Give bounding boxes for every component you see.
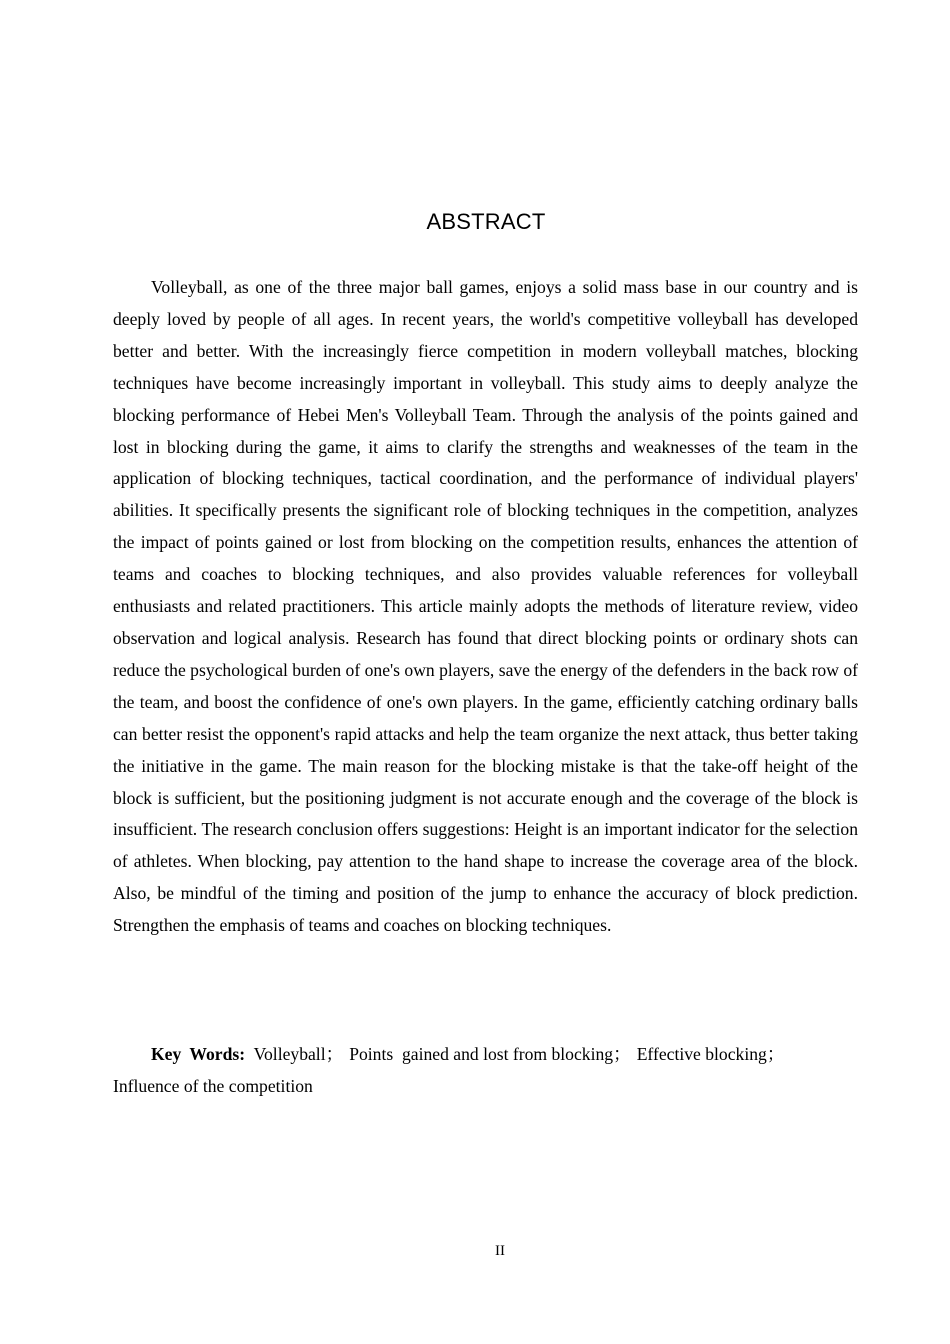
keyword-item: Points gained and lost from blocking <box>349 1044 614 1064</box>
page-number: II <box>495 1243 505 1259</box>
keyword-separator: ； <box>325 1044 344 1064</box>
keyword-item: Effective blocking <box>636 1044 767 1064</box>
keywords-label: Key Words: <box>151 1044 246 1064</box>
keyword-item: Volleyball <box>253 1044 326 1064</box>
keyword-separator: ； <box>766 1044 785 1064</box>
abstract-body-paragraph: Volleyball, as one of the three major ball games, enjoys a solid mass base in our country and is deeply loved by people of all ages. In recent years, the world's competitive volleyball has developed better and better. With the increasingly fierce competition in modern volleyball matches, blocking techniques have become increasingly important in volleyball. This study aims to deeply analyze the blocking performance of Hebei Men's Volleyball Team. Through the analysis of the points gained and lost in blocking during the game, it aims to clarify the strengths and weaknesses of the team in the application of blocking techniques, tactical coordination, and the performance of individual players' abilities. It specifically presents the significant role of blocking techniques in the competition, analyzes the impact of points gained or lost from blocking on the competition results, enhances the attention of teams and coaches to blocking techniques, and also provides valuable references for volleyball enthusiasts and related practitioners. This article mainly adopts the methods of literature review, video observation and logical analysis. Research has found that direct blocking points or ordinary shots can reduce the psychological burden of one's own players, save the energy of the defenders in the back row of the team, and boost the confidence of one's own players. In the game, efficiently catching ordinary balls can better resist the opponent's rapid attacks and help the team organize the next attack, thus better taking the initiative in the game. The main reason for the blocking mistake is that the take-off height of the block is sufficient, but the positioning judgment is not accurate enough and the coverage of the block is insufficient. The research conclusion offers suggestions: Height is an important indicator for the selection of athletes. When blocking, pay attention to the hand shape to increase the coverage area of the block. Also, be mindful of the timing and position of the jump to enhance the accuracy of block prediction. Strengthen the emphasis of teams and coaches on blocking techniques. <box>113 277 858 936</box>
keyword-separator: ； <box>613 1044 631 1064</box>
abstract-heading: ABSTRACT <box>426 209 546 234</box>
keyword-item: Influence of the competition <box>113 1076 313 1096</box>
keywords-section <box>113 1038 858 1102</box>
